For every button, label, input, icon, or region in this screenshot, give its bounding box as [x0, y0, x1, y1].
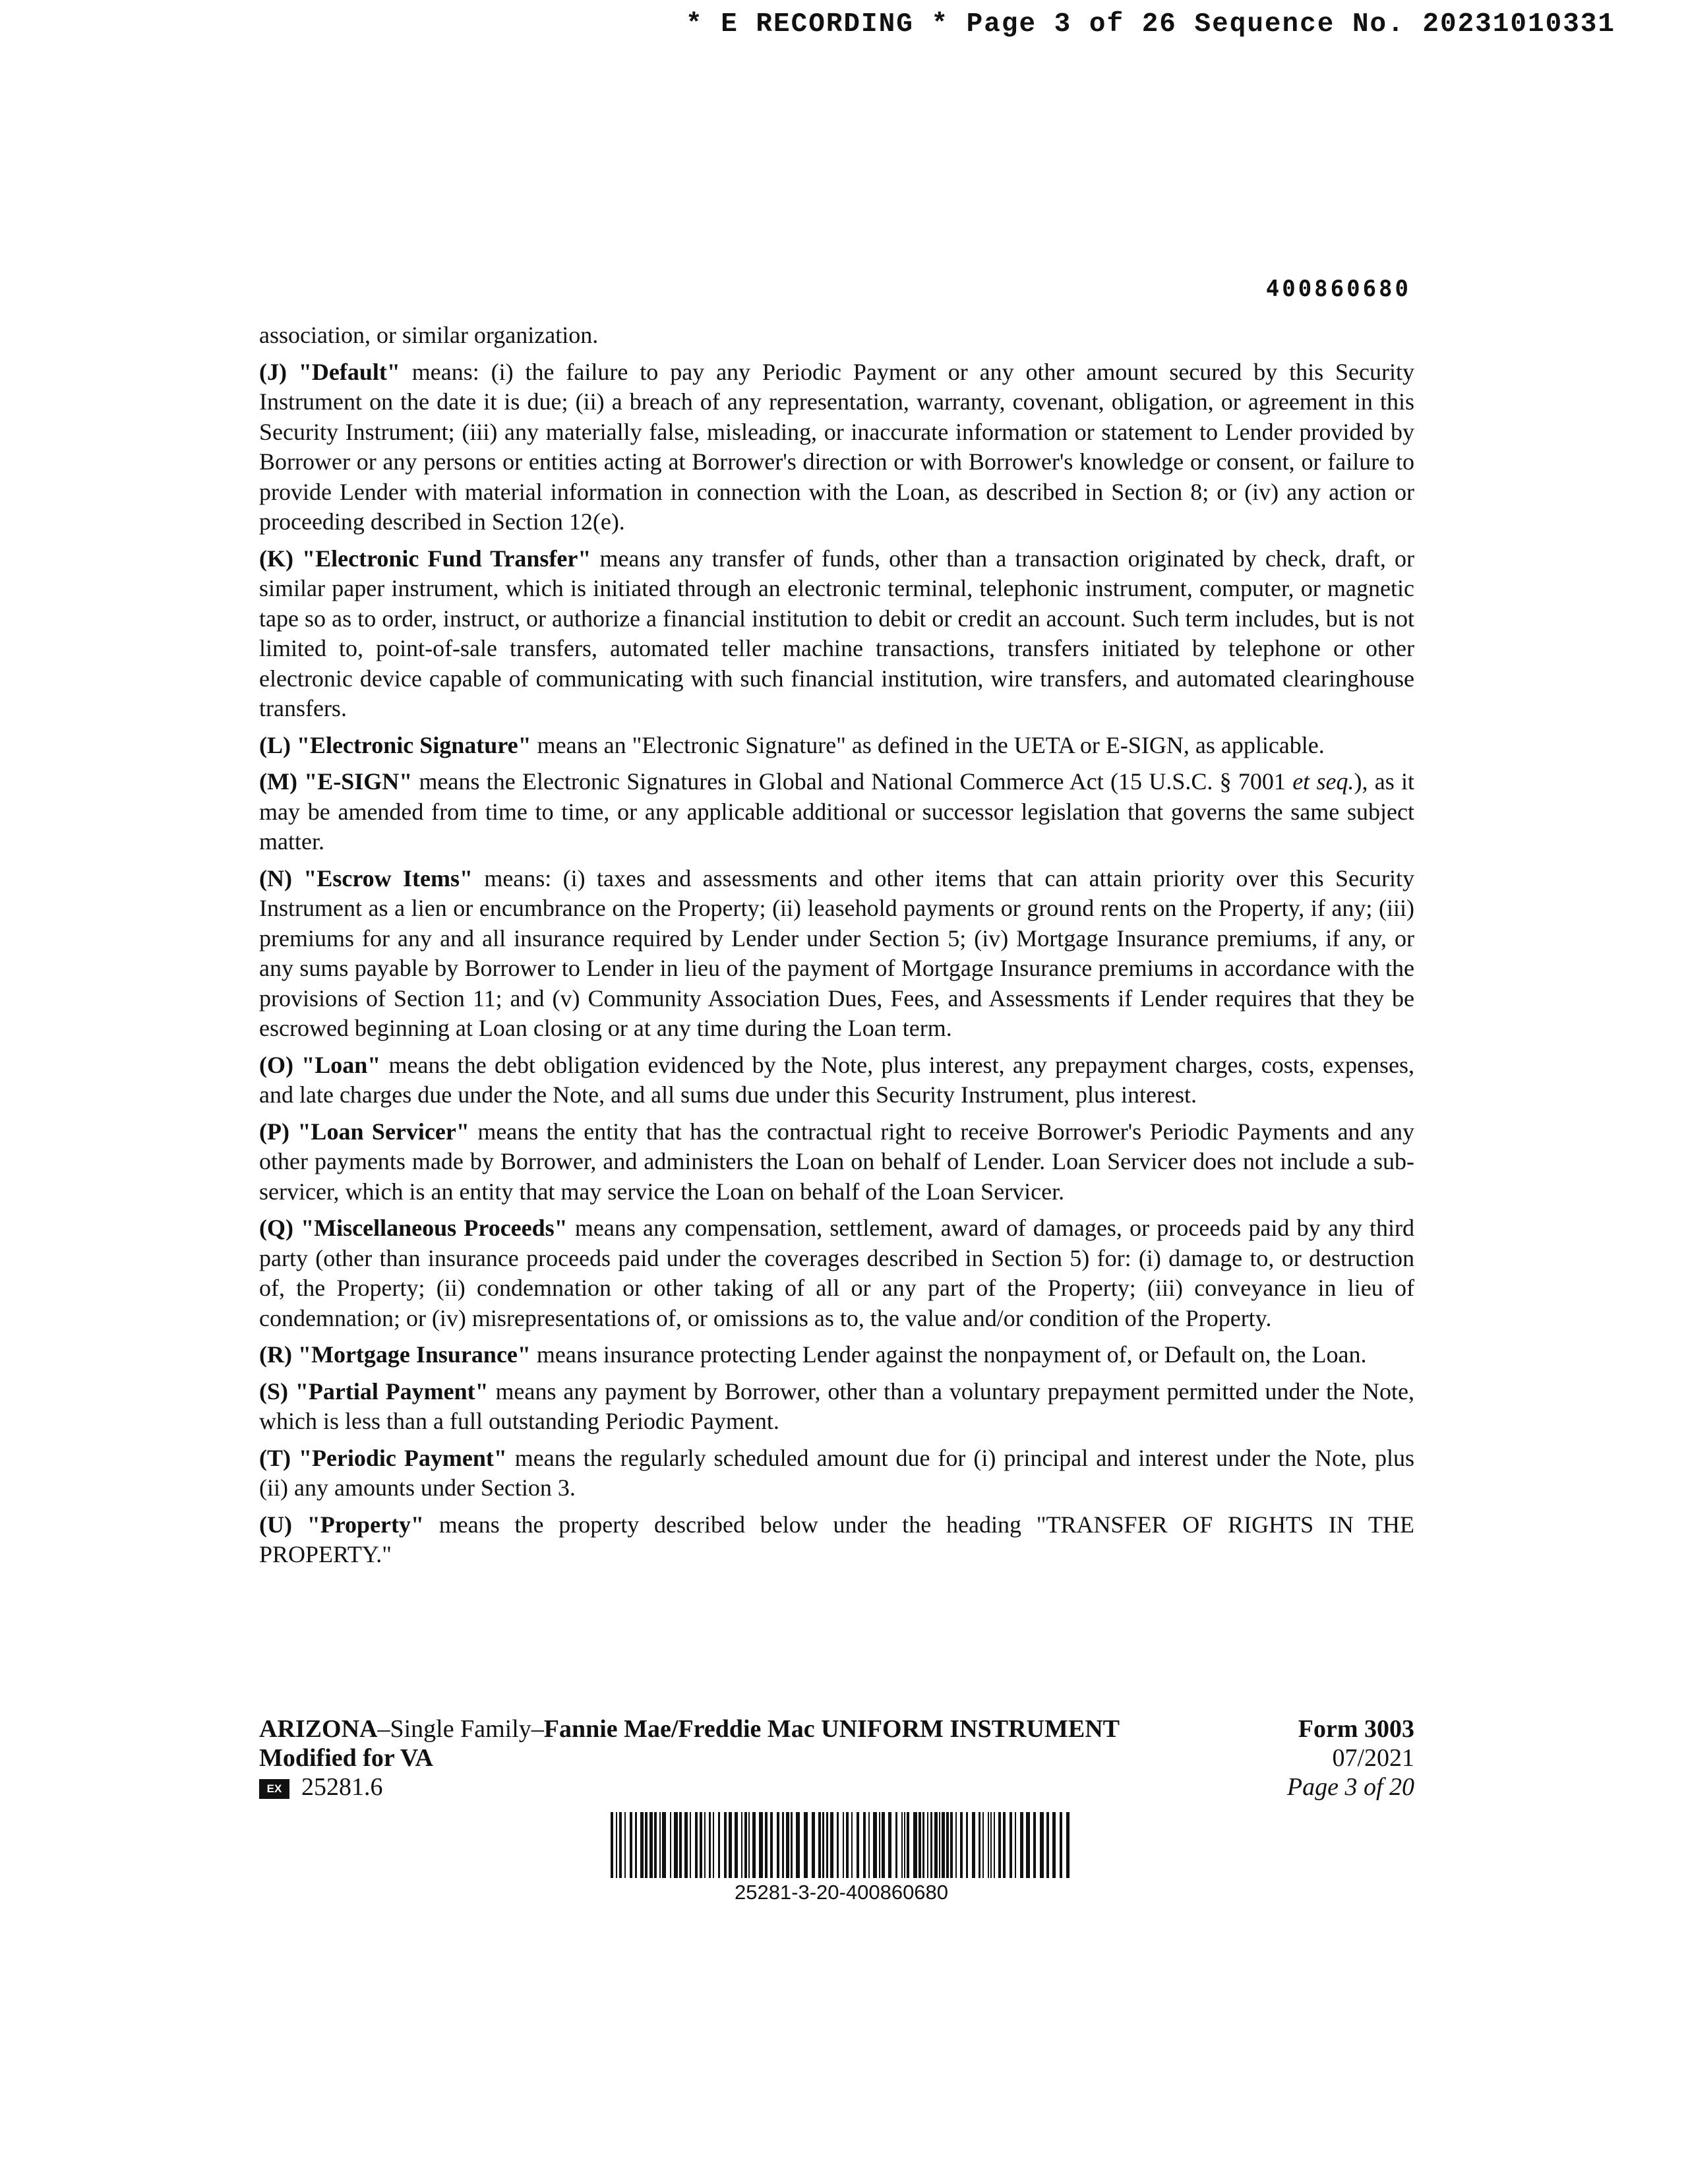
definition-property — [259, 1510, 1414, 1570]
definition-miscellaneous-proceeds — [259, 1213, 1414, 1333]
definition-text: means an "Electronic Signature" as defined in the UETA or E-SIGN, as applicable. — [531, 731, 1325, 758]
definition-periodic-payment — [259, 1443, 1414, 1503]
definition-term: (K) "Electronic Fund Transfer" — [259, 545, 591, 572]
definition-italic: et seq. — [1292, 768, 1354, 795]
definition-text: means insurance protecting Lender against the nonpayment of, or Default on, the Loan. — [530, 1341, 1367, 1368]
definition-text: means the regularly scheduled amount due for (i) principal and interest under the Note, plus (ii) any amounts under Section 3. — [259, 1444, 1414, 1501]
page-indicator: Page 3 of 20 — [1286, 1773, 1414, 1801]
doc-code: 25281.6 — [301, 1773, 383, 1801]
definition-mortgage-insurance — [259, 1340, 1414, 1370]
barcode — [611, 1812, 1072, 1878]
definition-text: means any transfer of funds, other than a transaction originated by check, draft, or similar paper instrument, which is initiated through an electronic terminal, telephonic instrument, computer, or magnetic tape so as to order, instruct, or authorize a financial institution to debit or credit an account. Such term includes, but is not limited to, point-of-sale transfers, automated teller machine transactions, transfers initiated by telephone or other electronic device capable of communicating with such financial institution, wire transfers, and automated clearinghouse transfers. — [259, 545, 1414, 721]
definition-term: (P) "Loan Servicer" — [259, 1118, 469, 1145]
definition-text: means the debt obligation evidenced by the Note, plus interest, any prepayment charges, costs, expenses, and late charges due under the Note, and all sums due under this Security Instrument, plus interest. — [259, 1051, 1414, 1108]
definition-term: (O) "Loan" — [259, 1051, 381, 1078]
definition-term: (S) "Partial Payment" — [259, 1378, 489, 1405]
form-footer-right — [1200, 1714, 1414, 1802]
definition-term: (M) "E-SIGN" — [259, 768, 413, 795]
document-system-icon: EX — [259, 1779, 289, 1799]
definition-term: (R) "Mortgage Insurance" — [259, 1341, 531, 1368]
definition-text-after: ), as it may be amended from time to time, or any applicable additional or successor legislation that governs the same subject matter. — [259, 768, 1414, 855]
recording-stamp: * E RECORDING * Page 3 of 26 Sequence No. 20231010331 — [686, 9, 1616, 40]
definition-text: means the property described below under the heading "TRANSFER OF RIGHTS IN THE PROPERTY." — [259, 1511, 1414, 1567]
definition-term: (U) "Property" — [259, 1511, 425, 1538]
modified-note: Modified for VA — [259, 1744, 433, 1772]
definition-text: means any payment by Borrower, other than a voluntary prepayment permitted under the Note, which is less than a full outstanding Periodic Payment. — [259, 1378, 1415, 1434]
form-number: Form 3003 — [1298, 1715, 1414, 1743]
definition-text: means: (i) the failure to pay any Periodic Payment or any other amount secured by this Security Instrument on the date it is due; (ii) a breach of any representation, warranty, covenant, obligation, or agreement in this Security Instrument; (iii) any materially false, misleading, or inaccurate information or statement to Lender provided by Borrower or any persons or entities acting at Borrower's direction or with Borrower's knowledge or consent, or failure to provide Lender with material information in connection with the Loan, as described in Section 8; or (iv) any action or proceeding described in Section 12(e). — [259, 358, 1414, 535]
instrument-name: Fannie Mae/Freddie Mac UNIFORM INSTRUMENT — [543, 1715, 1120, 1743]
loan-number: 400860680 — [1265, 276, 1411, 302]
instrument-title — [259, 1714, 1182, 1744]
definition-term: (L) "Electronic Signature" — [259, 731, 531, 758]
definition-loan — [259, 1050, 1414, 1110]
barcode-number: 25281-3-20-400860680 — [734, 1881, 949, 1904]
definition-term: (Q) "Miscellaneous Proceeds" — [259, 1215, 568, 1241]
instrument-type: –Single Family– — [377, 1715, 544, 1743]
definition-loan-servicer — [259, 1117, 1414, 1207]
definition-term: (N) "Escrow Items" — [259, 864, 473, 892]
definition-term: (J) "Default" — [259, 358, 400, 385]
definition-electronic-fund-transfer — [259, 544, 1414, 724]
definition-escrow-items — [259, 864, 1414, 1044]
doc-code-line — [259, 1773, 1182, 1802]
definition-text: means any compensation, settlement, award of damages, or proceeds paid by any third party (other than insurance proceeds paid under the coverages described in Section 5) for: (i) damage to, or destruction of, the Property; (ii) condemnation or other taking of all or any part of the Property; (iii) conveyance in lieu of condemnation; or (iv) misrepresentations of, or omissions as to, the value and/or condition of the Property. — [259, 1215, 1415, 1331]
state-name: ARIZONA — [259, 1715, 378, 1743]
definition-default — [259, 357, 1414, 537]
definition-text: means the entity that has the contractual right to receive Borrower's Periodic Payments and any other payments made by Borrower, and administers the Loan on behalf of Lender. Loan Servicer does not include a sub-servicer, which is an entity that may service the Loan on behalf of the Loan Servicer. — [259, 1118, 1415, 1205]
definition-electronic-signature — [259, 731, 1414, 761]
continuation-line: association, or similar organization. — [259, 322, 599, 348]
definition-partial-payment — [259, 1377, 1414, 1437]
definition-text: means: (i) taxes and assessments and other items that can attain priority over this Security Instrument as a lien or encumbrance on the Property; (ii) leasehold payments or ground rents on the Property, if any; (iii) premiums for any and all insurance required by Lender under Section 5; (iv) Mortgage Insurance premiums, if any, or any sums payable by Borrower to Lender in lieu of the payment of Mortgage Insurance premiums in accordance with the provisions of Section 11; and (v) Community Association Dues, Fees, and Assessments if Lender requires that they be escrowed beginning at Loan closing or at any time during the Loan term. — [259, 864, 1414, 1041]
definition-e-sign — [259, 767, 1414, 857]
definition-term: (T) "Periodic Payment" — [259, 1444, 507, 1471]
form-footer-left — [259, 1714, 1182, 1802]
document-body — [259, 320, 1414, 1577]
definition-text: means the Electronic Signatures in Global and National Commerce Act (15 U.S.C. § 7001 — [412, 768, 1293, 795]
form-date: 07/2021 — [1332, 1744, 1414, 1772]
